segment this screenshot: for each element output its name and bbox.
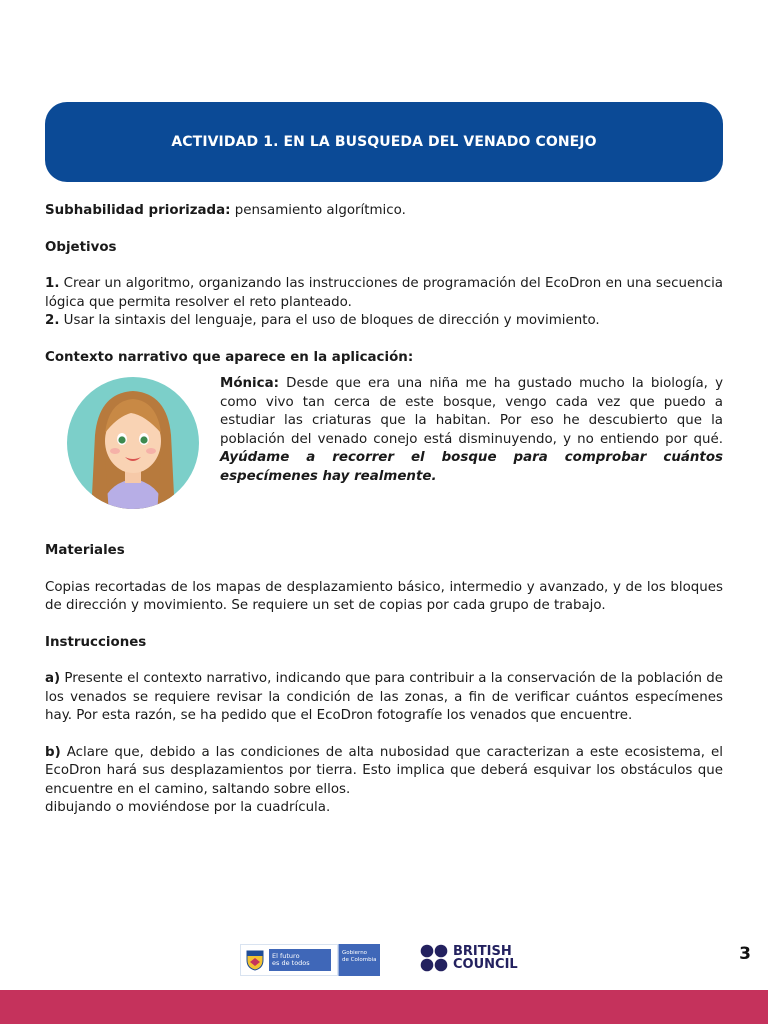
objetivo-2 [45,312,723,331]
monica-dialogue [220,375,723,486]
contexto-heading: Contexto narrativo que aparece en la aplicación: [45,349,414,365]
bc-line1: BRITISH [453,944,512,959]
gobierno-logo [240,944,380,976]
instrucciones-heading: Instrucciones [45,634,147,650]
gov-right [338,944,380,976]
instruccion-b [45,744,723,800]
gov-right1: Gobierno [342,950,368,956]
objetivo-1-text: Crear un algoritmo, organizando las instrucciones de programación del EcoDron en una secuencia lógica que permita resolver el reto planteado. [45,276,723,310]
subhabilidad-label: Subhabilidad priorizada: [45,203,231,218]
coat-of-arms-icon [245,949,265,971]
instruccion-a [45,670,723,726]
gov-right2: de Colombia [342,956,377,963]
gov-motto [269,949,331,971]
document-body [45,202,723,818]
instruccion-b-extra: dibujando o moviéndose por la cuadrícula. [45,800,331,815]
objetivos-heading: Objetivos [45,239,117,255]
objetivo-1 [45,275,723,312]
bottom-color-bar [0,990,768,1024]
dialogue-text: Desde que era una niña me ha gustado mucho la biología, y como vivo tan cerca de este bosque, vengo cada vez que puedo a estudiar las criaturas que la habitan. Por eso he descubierto que la población del venado conejo está disminuyendo, y no entiendo por qué. [220,376,723,447]
british-council-logo [420,944,518,972]
objetivo-2-text: Usar la sintaxis del lenguaje, para el uso de bloques de dirección y movimiento. [59,313,600,328]
bc-line2: COUNCIL [453,957,518,972]
british-council-dots-icon [420,944,448,972]
subhabilidad-value: pensamiento algorítmico. [230,203,406,218]
narrative-block [45,375,723,520]
girl-avatar-icon [65,375,201,511]
materiales-text: Copias recortadas de los mapas de desplazamiento básico, intermedio y avanzado, y de los bloques de dirección y movimiento. Se requiere un set de copias por cada grupo de trabajo. [45,579,723,613]
instruccion-a-text: Presente el contexto narrativo, indicando que para contribuir a la conservación de la población de los venados se requiere revisar la condición de las zonas, a fin de verificar cuántos especímenes hay. Por esta razón, se ha pedido que el EcoDron fotografíe los venados que encuentre. [45,671,723,723]
gov-left [240,944,338,976]
activity-banner [45,102,723,182]
materiales-heading: Materiales [45,543,125,558]
speaker-name: Mónica: [220,376,279,391]
instruccion-b-label: b) [45,744,61,760]
dialogue-emphasis: Ayúdame a recorrer el bosque para comprobar cuántos especímenes hay realmente. [220,450,723,484]
objetivo-1-num: 1. [45,276,60,291]
british-council-text [453,945,518,971]
instruccion-b-text: Aclare que, debido a las condiciones de alta nubosidad que caracterizan a este ecosistema, el EcoDron hará sus desplazamientos por tierra. Esto implica que deberá esquivar los obstáculos que encuentre en el camino, saltando sobre ellos. [45,744,723,797]
monica-avatar [45,375,220,520]
page-number: 3 [739,944,751,964]
instruccion-a-label: a) [45,671,61,686]
objetivo-2-num: 2. [45,313,60,328]
activity-title: ACTIVIDAD 1. EN LA BUSQUEDA DEL VENADO CONEJO [171,134,597,150]
gov-line2: es de todos [272,959,310,967]
page-footer [0,942,768,982]
subhabilidad-line [45,202,723,221]
gov-line1: El futuro [272,952,300,960]
